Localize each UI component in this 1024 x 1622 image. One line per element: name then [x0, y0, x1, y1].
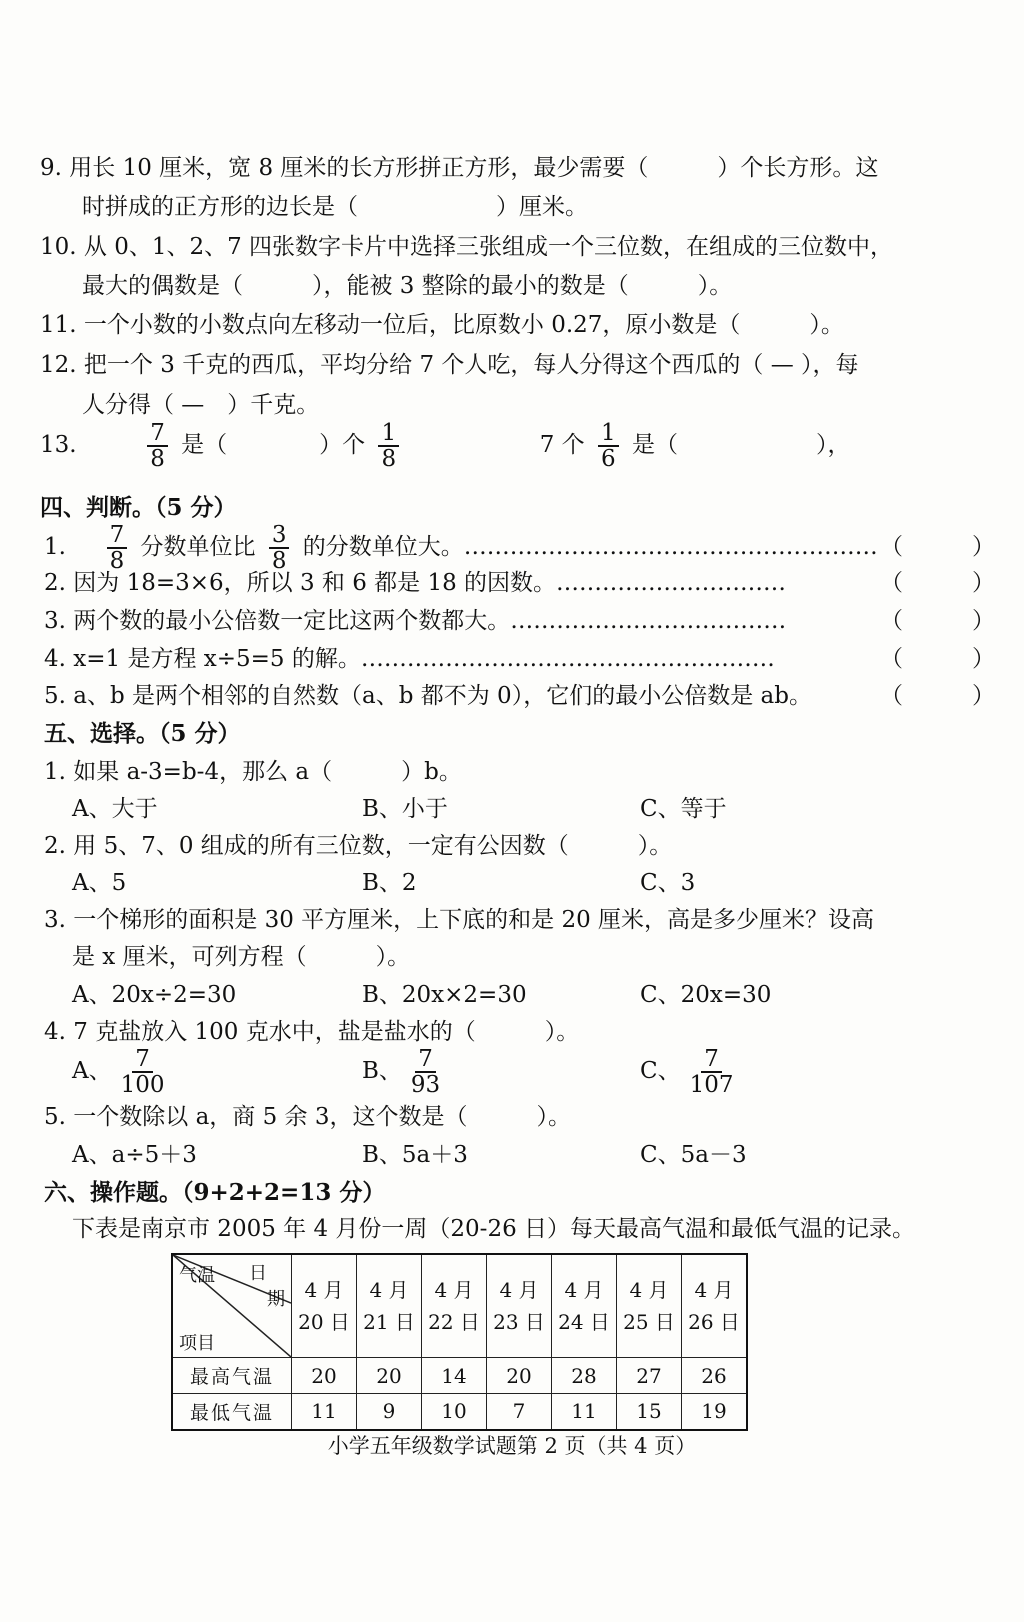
- q10-line2: 最大的偶数是（ ），能被 3 整除的最小的数是（ ）。: [82, 273, 733, 299]
- fraction-numerator: 7: [132, 1047, 153, 1073]
- date-day: 24 日: [558, 1310, 610, 1334]
- fraction-numerator: 7: [701, 1047, 722, 1073]
- table-cell: 9: [357, 1394, 422, 1430]
- fraction-denominator: 107: [689, 1072, 734, 1098]
- choice-q3-option-b[interactable]: B、20x×2=30: [362, 982, 527, 1008]
- fraction-denominator: 8: [271, 548, 287, 574]
- judge-item-2-answer-paren[interactable]: （ ）: [880, 570, 995, 596]
- date-month: 4 月: [499, 1278, 539, 1302]
- date-month: 4 月: [304, 1278, 344, 1302]
- section6-intro: 下表是南京市 2005 年 4 月份一周（20-26 日）每天最高气温和最低气温的记录。: [72, 1216, 916, 1242]
- judge-item-1-fraction-b: [269, 523, 290, 573]
- date-month: 4 月: [369, 1278, 409, 1302]
- table-cell: 15: [617, 1394, 682, 1430]
- date-month: 4 月: [434, 1278, 474, 1302]
- q13-number: 13.: [40, 432, 77, 458]
- choice-q5-stem: 5. 一个数除以 a，商 5 余 3，这个数是（ ）。: [44, 1104, 571, 1130]
- choice-q1-option-c[interactable]: C、等于: [640, 796, 727, 822]
- section4-title: 四、判断。（5 分）: [40, 494, 237, 521]
- q10-line1: 10. 从 0、1、2、7 四张数字卡片中选择三张组成一个三位数，在组成的三位数中，: [40, 234, 894, 260]
- judge-item-2-text: 2. 因为 18=3×6，所以 3 和 6 都是 18 的因数。…………………………: [44, 570, 787, 596]
- corner-label-xiangmu: 项目: [179, 1333, 215, 1354]
- choice-q3-stem-line1: 3. 一个梯形的面积是 30 平方厘米，上下底的和是 20 厘米，高是多少厘米？设高: [44, 907, 875, 933]
- section6-title: 六、操作题。（9+2+2=13 分）: [44, 1179, 386, 1206]
- q9-line2: 时拼成的正方形的边长是（ ）厘米。: [82, 194, 588, 220]
- date-cell-7: [682, 1254, 748, 1358]
- q11-line: 11. 一个小数的小数点向左移动一位后，比原数小 0.27，原小数是（ ）。: [40, 312, 844, 338]
- fraction-numerator: 1: [598, 421, 619, 447]
- table-cell: 20: [292, 1358, 357, 1394]
- fraction-numerator: 1: [378, 421, 399, 447]
- choice-q4-stem: 4. 7 克盐放入 100 克水中，盐是盐水的（ ）。: [44, 1019, 580, 1045]
- table-cell: 19: [682, 1394, 748, 1430]
- corner-label-qi: 期: [267, 1289, 285, 1310]
- fraction-denominator: 100: [120, 1072, 165, 1098]
- date-month: 4 月: [564, 1278, 604, 1302]
- judge-item-5-text: 5. a、b 是两个相邻的自然数（a、b 都不为 0），它们的最小公倍数是 ab。: [44, 683, 812, 709]
- judge-item-1-mid: 分数单位比: [140, 534, 256, 560]
- fraction-numerator: 7: [415, 1047, 436, 1073]
- q13-fraction-1: [147, 421, 168, 471]
- table-cell: 26: [682, 1358, 748, 1394]
- choice-q4-option-a-fraction: [118, 1047, 168, 1097]
- fraction-numerator: 3: [269, 523, 290, 549]
- judge-item-3-answer-paren[interactable]: （ ）: [880, 608, 995, 634]
- date-cell-5: [552, 1254, 617, 1358]
- judge-item-1: [44, 522, 878, 573]
- table-cell: 11: [292, 1394, 357, 1430]
- choice-q4-option-b[interactable]: [362, 1046, 449, 1097]
- section5-title: 五、选择。（5 分）: [44, 720, 241, 747]
- choice-q5-option-c[interactable]: C、5a－3: [640, 1142, 747, 1168]
- table-row: [172, 1358, 747, 1394]
- fraction-denominator: 93: [410, 1072, 441, 1098]
- choice-q2-option-b[interactable]: B、2: [362, 870, 417, 896]
- row-label-high: 最高气温: [172, 1358, 292, 1394]
- date-day: 21 日: [363, 1310, 415, 1334]
- table-cell: 20: [487, 1358, 552, 1394]
- fraction-denominator: 8: [150, 446, 165, 472]
- choice-q3-stem-line2: 是 x 厘米，可列方程（ ）。: [72, 944, 411, 970]
- table-cell: 10: [422, 1394, 487, 1430]
- fraction-numerator: 7: [107, 523, 128, 549]
- choice-q2-option-a[interactable]: A、5: [72, 870, 127, 896]
- q13-part2: 7 个: [539, 432, 585, 458]
- choice-q5-option-a[interactable]: A、a÷5＋3: [72, 1142, 197, 1168]
- option-prefix: A、: [72, 1058, 112, 1084]
- date-cell-2: [357, 1254, 422, 1358]
- choice-q3-option-a[interactable]: A、20x÷2=30: [72, 982, 237, 1008]
- judge-item-4-answer-paren[interactable]: （ ）: [880, 646, 995, 672]
- table-header-row: [172, 1254, 747, 1358]
- date-month: 4 月: [629, 1278, 669, 1302]
- q9-line1: 9. 用长 10 厘米，宽 8 厘米的长方形拼正方形，最少需要（ ）个长方形。这: [40, 155, 879, 181]
- page-footer: 小学五年级数学试题第 2 页（共 4 页）: [327, 1434, 697, 1458]
- fraction-numerator: 7: [147, 421, 168, 447]
- table-cell: 20: [357, 1358, 422, 1394]
- choice-q4-option-b-fraction: [408, 1047, 443, 1097]
- date-cell-4: [487, 1254, 552, 1358]
- judge-item-1-answer-paren[interactable]: （ ）: [880, 534, 995, 560]
- date-month: 4 月: [694, 1278, 734, 1302]
- choice-q2-option-c[interactable]: C、3: [640, 870, 696, 896]
- judge-item-1-number: 1.: [44, 534, 66, 560]
- fraction-denominator: 8: [381, 446, 397, 472]
- fraction-denominator: 6: [601, 446, 616, 472]
- table-corner-cell: [172, 1254, 292, 1358]
- corner-label-ri: 日: [249, 1263, 267, 1284]
- table-cell: 28: [552, 1358, 617, 1394]
- q13-fraction-2: [378, 421, 399, 471]
- row-label-low: 最低气温: [172, 1394, 292, 1430]
- choice-q3-option-c[interactable]: C、20x=30: [640, 982, 772, 1008]
- choice-q2-stem: 2. 用 5、7、0 组成的所有三位数，一定有公因数（ ）。: [44, 833, 673, 859]
- choice-q5-option-b[interactable]: B、5a＋3: [362, 1142, 468, 1168]
- option-prefix: C、: [640, 1058, 681, 1084]
- table-cell: 11: [552, 1394, 617, 1430]
- judge-item-1-fraction-a: [107, 523, 128, 573]
- q13-mid-text: 是（ ）个: [181, 432, 366, 458]
- choice-q1-option-a[interactable]: A、大于: [72, 796, 158, 822]
- choice-q4-option-c-fraction: [687, 1047, 737, 1097]
- judge-item-1-text: 的分数单位大。………………………………………………: [302, 534, 878, 560]
- judge-item-3-text: 3. 两个数的最小公倍数一定比这两个数都大。………………………………: [44, 608, 787, 634]
- q13-end-text: 是（ ），: [631, 432, 851, 458]
- choice-q1-stem: 1. 如果 a-3=b-4，那么 a（ ）b。: [44, 759, 462, 785]
- date-day: 23 日: [493, 1310, 545, 1334]
- q13-fraction-3: [598, 421, 619, 471]
- option-prefix: B、: [362, 1058, 402, 1084]
- table-row: [172, 1394, 747, 1430]
- corner-label-qiwen: 气温: [179, 1265, 215, 1286]
- date-day: 20 日: [298, 1310, 350, 1334]
- date-cell-1: [292, 1254, 357, 1358]
- date-day: 26 日: [688, 1310, 740, 1334]
- choice-q4-option-a[interactable]: [72, 1046, 174, 1097]
- choice-q4-option-c[interactable]: [640, 1046, 743, 1097]
- fraction-denominator: 8: [109, 548, 125, 574]
- judge-item-5-answer-paren[interactable]: （ ）: [880, 683, 995, 709]
- date-day: 22 日: [428, 1310, 480, 1334]
- choice-q1-option-b[interactable]: B、小于: [362, 796, 448, 822]
- table-cell: 14: [422, 1358, 487, 1394]
- judge-item-4-text: 4. x=1 是方程 x÷5=5 的解。………………………………………………: [44, 646, 775, 672]
- q12-line1: 12. 把一个 3 千克的西瓜，平均分给 7 个人吃，每人分得这个西瓜的（ — ），每: [40, 352, 859, 378]
- q12-line2: 人分得（ — ）千克。: [82, 392, 320, 418]
- temperature-table: [171, 1253, 748, 1431]
- q13-line: [40, 420, 850, 471]
- table-cell: 27: [617, 1358, 682, 1394]
- date-day: 25 日: [623, 1310, 675, 1334]
- date-cell-6: [617, 1254, 682, 1358]
- date-cell-3: [422, 1254, 487, 1358]
- table-cell: 7: [487, 1394, 552, 1430]
